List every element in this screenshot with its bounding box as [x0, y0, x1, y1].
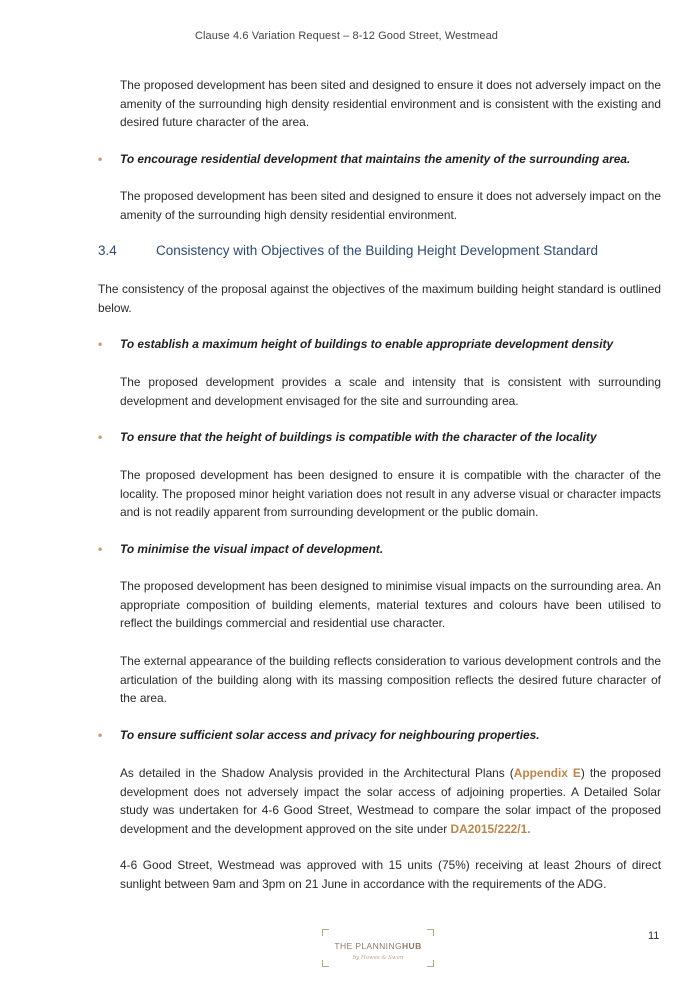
bullet-text: To encourage residential development that maintains the amenity of the surrounding area. — [120, 152, 631, 166]
paragraph-text: ) the proposed development does not adversely impact the solar access of adjoining properties. A Detailed Solar study was undertaken for 4-6 Good Street, Westmead to compare the solar impact of the proposed development and the development approved on the site under — [120, 766, 662, 836]
logo-text: THE PLANNING — [334, 941, 402, 951]
logo-corner — [322, 929, 329, 936]
running-header: Clause 4.6 Variation Request – 8-12 Good Street, Westmead — [194, 30, 499, 42]
logo-wordmark — [322, 941, 434, 951]
paragraph: The external appearance of the building reflects consideration to various development controls and the articulation of the building along with its massing composition reflects the desired future character of the area. — [120, 654, 661, 706]
logo-corner — [322, 960, 329, 967]
bullet-text: To ensure sufficient solar access and privacy for neighbouring properties. — [120, 728, 540, 742]
da-reference-link[interactable]: DA2015/222/1. — [450, 821, 531, 836]
logo-corner — [427, 929, 434, 936]
logo-text-bold: HUB — [402, 941, 422, 951]
bullet-icon: • — [98, 542, 103, 556]
bullet-icon: • — [98, 152, 103, 166]
bullet-icon: • — [98, 728, 103, 742]
bullet-text: To ensure that the height of buildings is compatible with the character of the locality — [120, 430, 597, 444]
section-title: Consistency with Objectives of the Building Height Development Standard — [156, 243, 598, 258]
paragraph-text: As detailed in the Shadow Analysis provided in the Architectural Plans ( — [120, 766, 514, 780]
paragraph: The proposed development has been designed to minimise visual impacts on the surrounding area. An appropriate composition of building elements, material textures and colours have been utilised to reflect the buildings commercial and residential use character. — [120, 579, 661, 631]
section-number: 3.4 — [98, 243, 117, 258]
bullet-text: To minimise the visual impact of development. — [120, 542, 384, 556]
paragraph — [120, 764, 661, 838]
paragraph: The proposed development has been sited and designed to ensure it does not adversely impact on the amenity of the surrounding high density residential environment. — [120, 189, 661, 222]
appendix-link[interactable]: Appendix E — [513, 766, 581, 780]
paragraph: The proposed development provides a scale and intensity that is consistent with surrounding development and development envisaged for the site and surrounding area. — [120, 375, 661, 408]
bullet-icon: • — [98, 337, 103, 351]
bullet-text: To establish a maximum height of buildings to enable appropriate development density — [120, 337, 614, 351]
logo-corner — [427, 960, 434, 967]
paragraph: 4-6 Good Street, Westmead was approved with 15 units (75%) receiving at least 2hours of direct sunlight between 9am and 3pm on 21 June in accordance with the requirements of the ADG. — [120, 858, 661, 891]
paragraph: The consistency of the proposal against the objectives of the maximum building height standard is outlined below. — [98, 282, 661, 315]
paragraph: The proposed development has been sited and designed to ensure it does not adversely impact on the amenity of the surrounding high density residential environment and is consistent with the existing and desired future character of the area. — [120, 78, 661, 130]
logo-tagline: by Hawes & Swan — [352, 955, 404, 961]
page-number: 11 — [648, 930, 660, 942]
bullet-icon: • — [98, 430, 103, 444]
planning-hub-logo — [322, 929, 434, 967]
paragraph: The proposed development has been designed to ensure it is compatible with the character of the locality. The proposed minor height variation does not result in any adverse visual or character impacts and is not readily apparent from surrounding development or the public domain. — [120, 468, 661, 520]
